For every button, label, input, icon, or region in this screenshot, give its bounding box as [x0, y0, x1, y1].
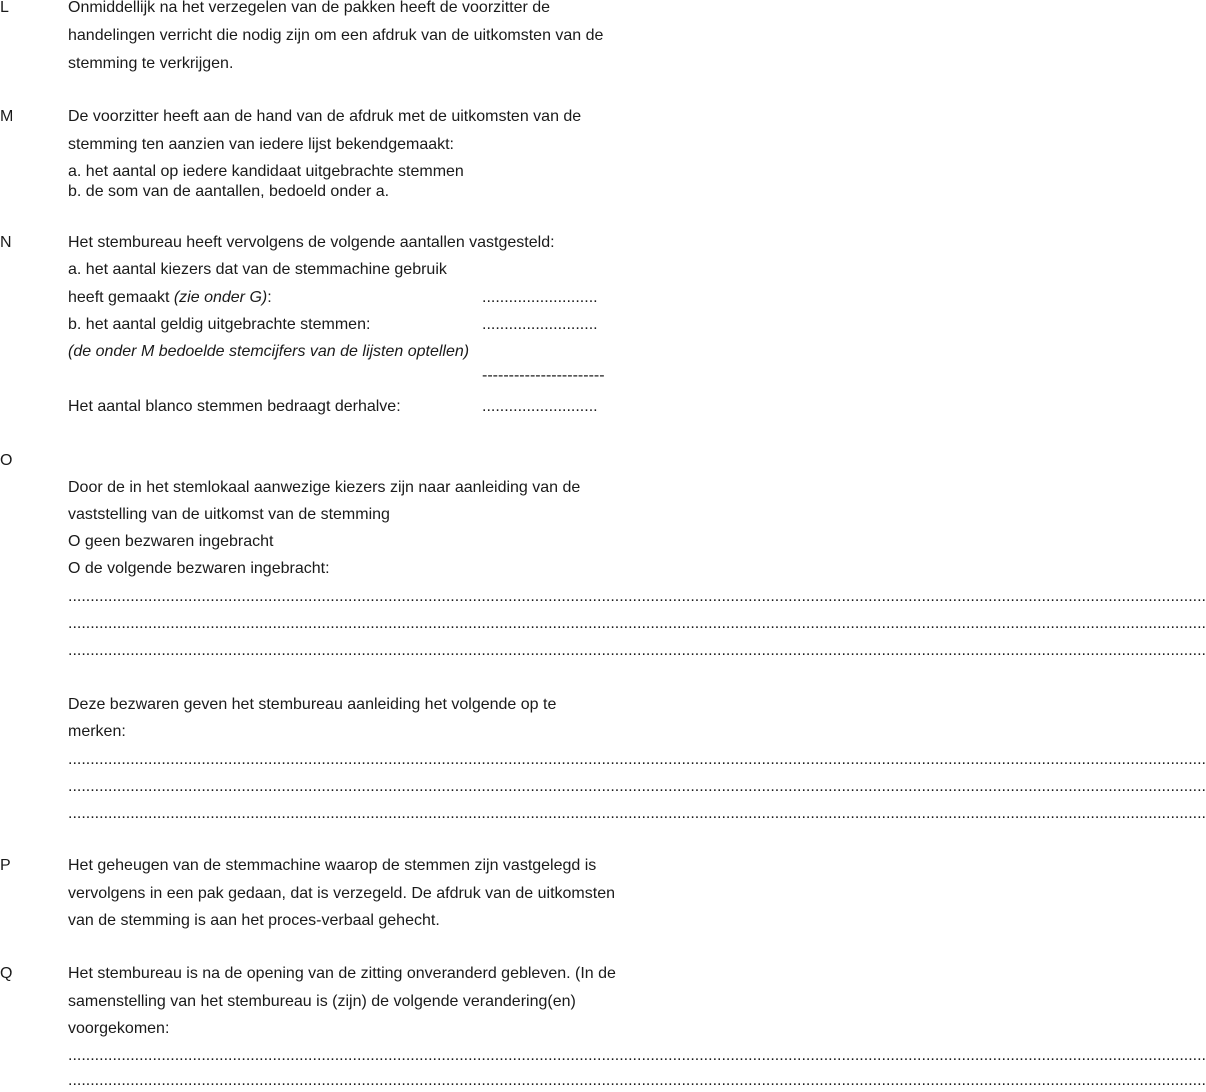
section-o-option-objections: O de volgende bezwaren ingebracht:	[68, 560, 330, 577]
section-n-note: (de onder M bedoelde stemcijfers van de lijsten optellen)	[68, 343, 470, 360]
section-o-line-2: vaststelling van de uitkomst van de stemming	[68, 506, 390, 523]
section-n-item-a-reference: (zie onder G)	[173, 289, 268, 306]
section-n-item-b: b. het aantal geldig uitgebrachte stemmen:	[68, 316, 371, 333]
section-label-o: O	[0, 452, 13, 469]
section-q-dotted-line-1: ................................................................................................................................................................................................................................................................	[68, 1047, 1206, 1064]
section-o-remark-line-2: merken:	[68, 723, 126, 740]
section-o-remark-dotted-line-1: ................................................................................................................................................................................................................................................................	[68, 751, 1206, 768]
section-n-item-a-colon: :	[267, 289, 272, 306]
section-label-l: L	[0, 0, 9, 16]
section-o-remark-dotted-line-3: ................................................................................................................................................................................................................................................................	[68, 805, 1206, 822]
section-p-line-1: Het geheugen van de stemmachine waarop de stemmen zijn vastgelegd is	[68, 857, 597, 874]
section-q-line-2: samenstelling van het stembureau is (zijn) de volgende verandering(en)	[68, 993, 576, 1010]
section-m-line-2: stemming ten aanzien van iedere lijst bekendgemaakt:	[68, 136, 454, 153]
section-n-item-b-value: ..........................	[482, 316, 598, 333]
section-label-m: M	[0, 108, 14, 125]
section-l-line-3: stemming te verkrijgen.	[68, 55, 234, 72]
section-p-line-2: vervolgens in een pak gedaan, dat is verzegeld. De afdruk van de uitkomsten	[68, 885, 615, 902]
section-q-line-1: Het stembureau is na de opening van de zitting onveranderd gebleven. (In de	[68, 965, 616, 982]
section-n-blank-value: ..........................	[482, 398, 598, 415]
section-o-line-1: Door de in het stemlokaal aanwezige kiezers zijn naar aanleiding van de	[68, 479, 581, 496]
section-o-objection-line-1: ................................................................................................................................................................................................................................................................	[68, 588, 1206, 605]
section-o-objection-line-3: ................................................................................................................................................................................................................................................................	[68, 642, 1206, 659]
section-n-blank-label: Het aantal blanco stemmen bedraagt derhalve:	[68, 398, 401, 415]
section-n-separator: -----------------------	[482, 367, 605, 384]
section-n-item-a-line-2	[68, 288, 272, 308]
section-o-option-no-objections: O geen bezwaren ingebracht	[68, 533, 274, 550]
section-label-n: N	[0, 234, 12, 251]
section-n-item-a-text: heeft gemaakt	[68, 289, 174, 306]
section-n-item-a-line-1: a. het aantal kiezers dat van de stemmachine gebruik	[68, 261, 447, 278]
section-n-intro: Het stembureau heeft vervolgens de volgende aantallen vastgesteld:	[68, 234, 555, 251]
section-o-objection-line-2: ................................................................................................................................................................................................................................................................	[68, 615, 1206, 632]
section-label-q: Q	[0, 965, 13, 982]
section-p-line-3: van de stemming is aan het proces-verbaal gehecht.	[68, 912, 440, 929]
section-q-line-3: voorgekomen:	[68, 1020, 170, 1037]
section-q-dotted-line-2: ................................................................................................................................................................................................................................................................	[68, 1072, 1206, 1089]
section-o-remark-dotted-line-2: ................................................................................................................................................................................................................................................................	[68, 778, 1206, 795]
section-m-item-b: b. de som van de aantallen, bedoeld onder a.	[68, 183, 390, 200]
section-l-line-2: handelingen verricht die nodig zijn om een afdruk van de uitkomsten van de	[68, 27, 604, 44]
section-m-line-1: De voorzitter heeft aan de hand van de afdruk met de uitkomsten van de	[68, 108, 582, 125]
section-label-p: P	[0, 857, 11, 874]
section-o-remark-line-1: Deze bezwaren geven het stembureau aanleiding het volgende op te	[68, 696, 557, 713]
section-l-line-1: Onmiddellijk na het verzegelen van de pakken heeft de voorzitter de	[68, 0, 551, 16]
section-m-item-a: a. het aantal op iedere kandidaat uitgebrachte stemmen	[68, 163, 464, 180]
section-n-item-a-value: ..........................	[482, 289, 598, 306]
